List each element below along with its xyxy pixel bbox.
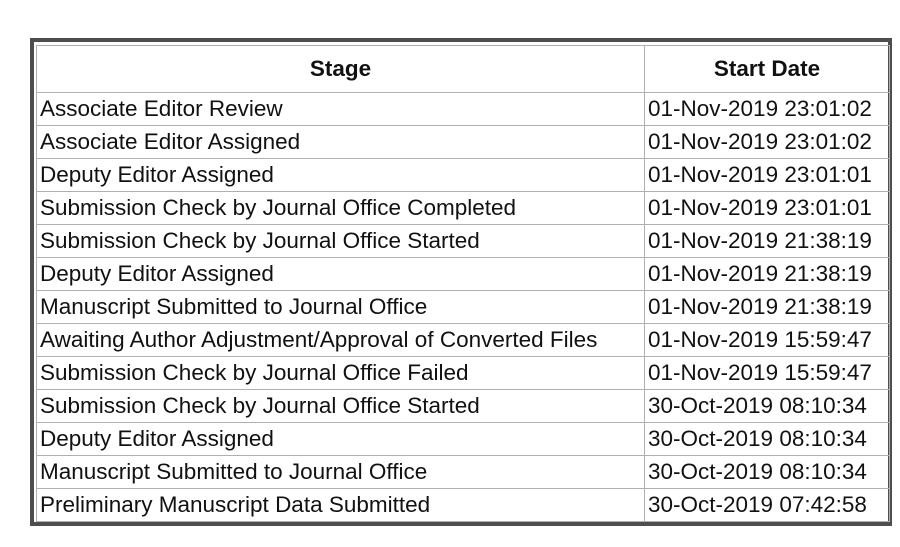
- table-row: [37, 489, 890, 522]
- stage-cell: Submission Check by Journal Office Started: [37, 390, 645, 423]
- stage-cell: Associate Editor Review: [37, 93, 645, 126]
- start-date-cell: 01-Nov-2019 15:59:47: [645, 357, 890, 390]
- start-date-cell: 01-Nov-2019 23:01:02: [645, 93, 890, 126]
- table-row: [37, 258, 890, 291]
- column-header-start-date: Start Date: [645, 46, 890, 93]
- start-date-cell: 01-Nov-2019 21:38:19: [645, 291, 890, 324]
- table-row: [37, 423, 890, 456]
- start-date-cell: 01-Nov-2019 23:01:02: [645, 126, 890, 159]
- table-row: [37, 291, 890, 324]
- table-row: [37, 225, 890, 258]
- stage-cell: Preliminary Manuscript Data Submitted: [37, 489, 645, 522]
- stage-cell: Submission Check by Journal Office Completed: [37, 192, 645, 225]
- start-date-cell: 30-Oct-2019 08:10:34: [645, 456, 890, 489]
- start-date-cell: 30-Oct-2019 08:10:34: [645, 390, 890, 423]
- table-row: [37, 192, 890, 225]
- table-row: [37, 126, 890, 159]
- stage-history-table: [36, 45, 890, 522]
- stage-cell: Deputy Editor Assigned: [37, 423, 645, 456]
- table-row: [37, 357, 890, 390]
- start-date-cell: 01-Nov-2019 15:59:47: [645, 324, 890, 357]
- stage-cell: Submission Check by Journal Office Started: [37, 225, 645, 258]
- stage-cell: Manuscript Submitted to Journal Office: [37, 456, 645, 489]
- start-date-cell: 01-Nov-2019 21:38:19: [645, 225, 890, 258]
- stage-cell: Submission Check by Journal Office Failed: [37, 357, 645, 390]
- table-body: [37, 93, 890, 522]
- table-row: [37, 159, 890, 192]
- table-row: [37, 456, 890, 489]
- stage-history-frame: [30, 38, 892, 526]
- stage-cell: Awaiting Author Adjustment/Approval of Converted Files: [37, 324, 645, 357]
- start-date-cell: 01-Nov-2019 23:01:01: [645, 192, 890, 225]
- stage-cell: Manuscript Submitted to Journal Office: [37, 291, 645, 324]
- table-row: [37, 324, 890, 357]
- column-header-stage: Stage: [37, 46, 645, 93]
- stage-cell: Deputy Editor Assigned: [37, 159, 645, 192]
- table-header-row: [37, 46, 890, 93]
- start-date-cell: 30-Oct-2019 07:42:58: [645, 489, 890, 522]
- table-row: [37, 93, 890, 126]
- start-date-cell: 01-Nov-2019 21:38:19: [645, 258, 890, 291]
- start-date-cell: 30-Oct-2019 08:10:34: [645, 423, 890, 456]
- stage-cell: Deputy Editor Assigned: [37, 258, 645, 291]
- start-date-cell: 01-Nov-2019 23:01:01: [645, 159, 890, 192]
- stage-cell: Associate Editor Assigned: [37, 126, 645, 159]
- table-row: [37, 390, 890, 423]
